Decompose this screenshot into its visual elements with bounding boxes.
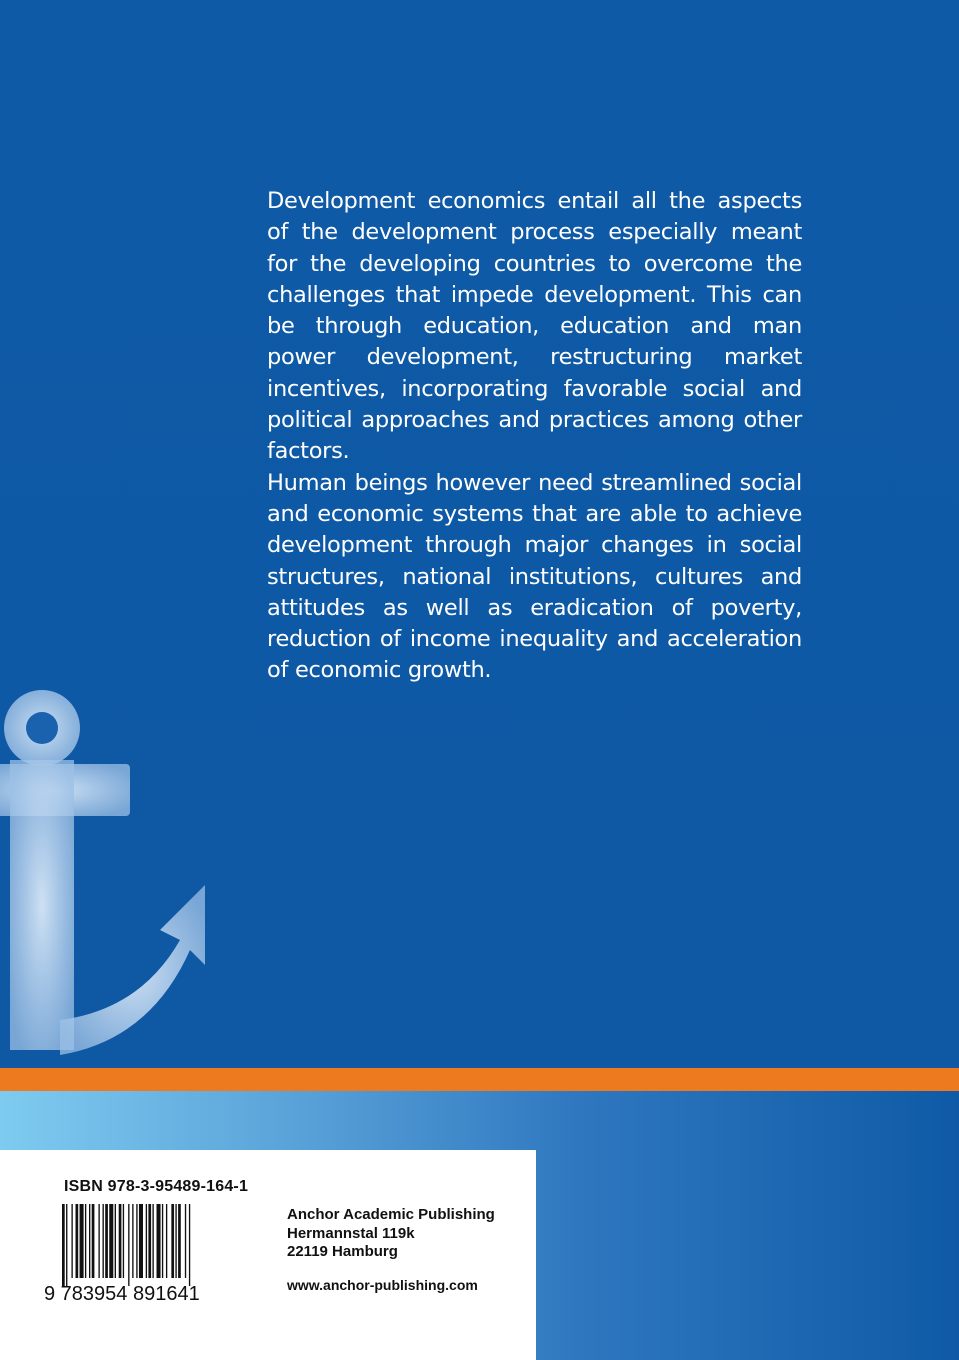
barcode-bar (178, 1204, 181, 1278)
publisher-address (287, 1206, 495, 1262)
barcode-bar (146, 1204, 147, 1278)
publisher-website[interactable]: www.anchor-publishing.com (287, 1277, 478, 1293)
barcode-bar (62, 1204, 65, 1286)
barcode-bar (185, 1204, 186, 1278)
barcode-bar (162, 1204, 163, 1278)
barcode-bar (80, 1204, 84, 1278)
publisher-city: 22119 Hamburg (287, 1243, 398, 1260)
blurb-paragraph-2: Human beings however need streamlined social and economic systems that are able to achieve development through major changes in social structures, national institutions, cultures and attitudes as well as eradication of poverty, reduction of income inequality and acceleration of economic growth. (267, 469, 802, 684)
barcode-bar (103, 1204, 104, 1278)
barcode-bar (152, 1204, 153, 1278)
barcode-bar (139, 1204, 143, 1278)
publisher-street: Hermannstal 119k (287, 1224, 415, 1242)
barcode-bar (105, 1204, 108, 1278)
barcode-bar (136, 1204, 137, 1278)
barcode-bar (175, 1204, 176, 1278)
barcode-bar (123, 1204, 124, 1278)
barcode-bar (171, 1204, 174, 1278)
barcode-bar (132, 1204, 133, 1278)
barcode-bar (119, 1204, 122, 1278)
isbn-label: ISBN 978-3-95489-164-1 (64, 1178, 249, 1195)
barcode-icon (44, 1200, 249, 1305)
barcode-bar (85, 1204, 86, 1278)
blurb-paragraph-1: Development economics entail all the aspects of the development process especially meant for the developing countries to overcome the challenges that impede development. This can be through education, education and man power development, restructuring market incentives, incorporating favorable social and political approaches and practices among other factors. (267, 188, 802, 465)
barcode-bar (109, 1204, 113, 1278)
barcode-bar (115, 1204, 116, 1278)
barcode-bar (148, 1204, 151, 1278)
barcode-bar (189, 1204, 190, 1286)
barcode-bar (98, 1204, 99, 1278)
barcode-bar (157, 1204, 161, 1278)
barcode-digits: 9 783954 891641 (44, 1283, 200, 1305)
back-cover-blurb (267, 186, 802, 687)
anchor-icon (0, 680, 250, 1070)
barcode-bar (128, 1204, 129, 1286)
barcode-bar (71, 1204, 72, 1278)
orange-stripe (0, 1068, 959, 1091)
barcode-bar (166, 1204, 167, 1278)
publisher-name: Anchor Academic Publishing (287, 1206, 495, 1223)
barcode-bar (92, 1204, 95, 1278)
barcode-bar (76, 1204, 79, 1278)
barcode-bar (66, 1204, 67, 1286)
barcode-bar (89, 1204, 90, 1278)
